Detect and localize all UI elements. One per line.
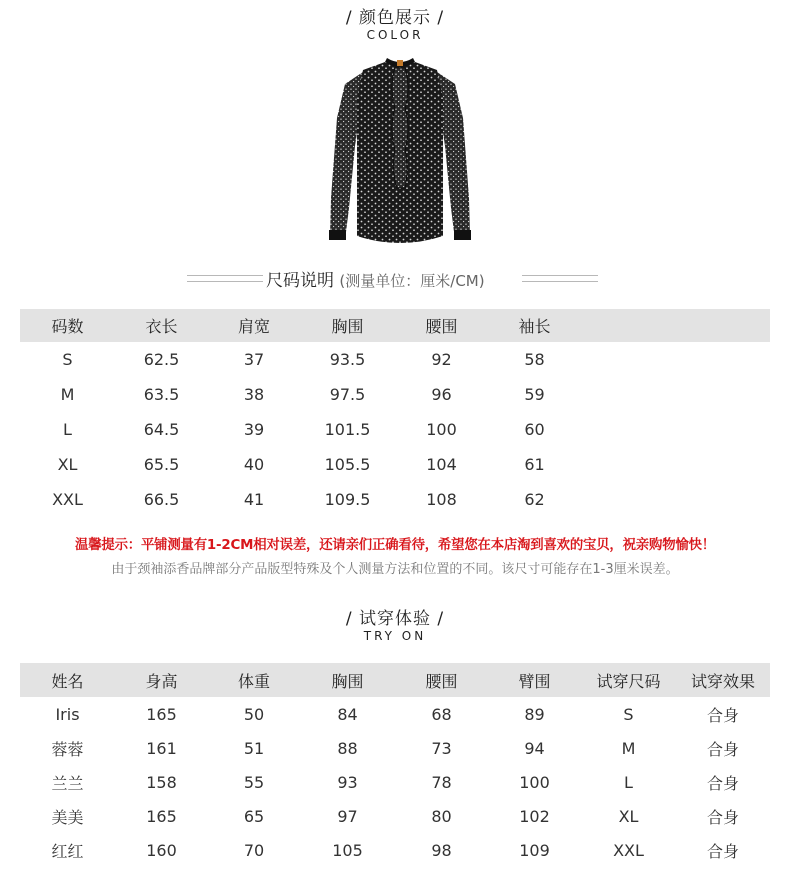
tryon-cell: Iris (55, 704, 80, 724)
tryon-cell: 73 (431, 738, 452, 758)
size-cell: 66.5 (143, 490, 180, 509)
tryon-table (20, 663, 770, 867)
size-cell: XXL (52, 490, 83, 509)
size-cell: 37 (243, 350, 265, 369)
tryon-cell: 98 (431, 840, 452, 860)
tryon-table-row (20, 765, 770, 799)
tryon-cell: 105 (332, 840, 363, 860)
size-cell: 40 (243, 455, 265, 474)
size-cell: 39 (243, 420, 265, 439)
tryon-cell: 93 (337, 772, 358, 792)
size-table-row (20, 412, 770, 447)
tryon-section-title (0, 609, 790, 643)
tryon-title-zh: / 试穿体验 / (345, 609, 445, 629)
size-cell: 63.5 (143, 385, 180, 404)
size-table-row (20, 342, 770, 377)
tryon-cell: XXL (613, 840, 644, 860)
size-cell: 108 (426, 490, 457, 509)
tryon-cell: 合身 (706, 807, 739, 827)
size-header-cell: 码数 (51, 317, 84, 336)
tryon-cell: 94 (524, 738, 545, 758)
tryon-cell: 102 (519, 806, 550, 826)
size-cell: 38 (243, 385, 265, 404)
tryon-cell: 109 (519, 840, 550, 860)
size-header-cell: 肩宽 (237, 317, 270, 336)
tryon-cell: 美美 (51, 807, 84, 827)
tryon-cell: XL (618, 806, 639, 826)
tryon-header-cell: 体重 (237, 671, 270, 691)
right-double-rule (522, 275, 598, 282)
tryon-header-cell: 胸围 (331, 671, 364, 691)
size-cell: 59 (524, 385, 545, 404)
size-table-row (20, 447, 770, 482)
tryon-cell: 165 (146, 704, 177, 724)
size-cell: L (63, 420, 72, 439)
size-header-cell: 袖长 (518, 317, 551, 336)
tryon-header-cell: 试穿效果 (690, 671, 755, 691)
tryon-cell: 158 (146, 772, 177, 792)
size-table-row (20, 482, 770, 517)
tryon-cell: 合身 (706, 705, 739, 725)
size-cell: 97.5 (329, 385, 366, 404)
size-cell: M (60, 385, 75, 404)
tryon-cell: 160 (146, 840, 177, 860)
tryon-cell: S (623, 704, 634, 724)
size-cell: 58 (524, 350, 545, 369)
tryon-cell: 88 (337, 738, 358, 758)
size-cell: 100 (426, 420, 457, 439)
tryon-cell: 97 (337, 806, 358, 826)
tryon-cell: 68 (431, 704, 452, 724)
color-title-zh: / 颜色展示 / (345, 8, 445, 28)
tryon-header-cell: 试穿尺码 (596, 671, 661, 691)
size-cell: S (62, 350, 73, 369)
tryon-cell: 70 (243, 840, 265, 860)
tryon-table-row (20, 833, 770, 867)
tryon-cell: 161 (146, 738, 177, 758)
size-heading-text (266, 266, 536, 291)
warning-note: 温馨提示：平铺测量有1-2CM相对误差，还请亲们正确看待，希望您在本店淘到喜欢的宝贝，祝亲购物愉快！ (75, 538, 715, 553)
tryon-cell: 51 (243, 738, 265, 758)
tryon-cell: M (621, 738, 636, 758)
product-blouse-image (325, 58, 475, 250)
size-cell: 62.5 (143, 350, 180, 369)
size-cell: 65.5 (143, 455, 180, 474)
tryon-table-row (20, 799, 770, 833)
size-cell: 62 (524, 490, 545, 509)
color-section-title (0, 8, 790, 42)
size-cell: 64.5 (143, 420, 180, 439)
size-cell: 96 (431, 385, 452, 404)
tryon-cell: 80 (431, 806, 452, 826)
tryon-cell: 合身 (706, 739, 739, 759)
size-cell: 61 (524, 455, 545, 474)
size-header-cell: 腰围 (425, 317, 458, 336)
tryon-cell: 50 (243, 704, 265, 724)
tryon-header-cell: 臂围 (518, 671, 551, 691)
size-cell: 92 (431, 350, 452, 369)
tryon-cell: 合身 (706, 773, 739, 793)
tryon-cell: 合身 (706, 841, 739, 861)
tryon-cell: 红红 (51, 841, 84, 861)
tryon-table-header (20, 663, 770, 697)
tryon-header-cell: 身高 (145, 671, 178, 691)
size-cell: 105.5 (324, 455, 371, 474)
size-cell: 60 (524, 420, 545, 439)
tryon-cell: 100 (519, 772, 550, 792)
tryon-cell: 84 (337, 704, 358, 724)
size-header-cell: 衣长 (145, 317, 178, 336)
tryon-cell: 兰兰 (51, 773, 84, 793)
tryon-table-row (20, 697, 770, 731)
tryon-cell: 蓉蓉 (51, 739, 84, 759)
tryon-cell: 65 (243, 806, 265, 826)
size-cell: 109.5 (324, 490, 371, 509)
disclaimer-note: 由于颈袖添香品牌部分产品版型特殊及个人测量方法和位置的不同。该尺寸可能存在1-3厘米误差。 (111, 562, 679, 577)
size-cell: 101.5 (324, 420, 371, 439)
size-cell: 41 (243, 490, 265, 509)
size-section-heading (0, 264, 790, 290)
size-table (20, 309, 770, 517)
tryon-table-row (20, 731, 770, 765)
size-cell: 93.5 (329, 350, 366, 369)
tryon-title-en: TRY ON (363, 629, 427, 643)
size-cell: 104 (426, 455, 457, 474)
size-table-row (20, 377, 770, 412)
size-table-header (20, 309, 770, 342)
tryon-cell: 89 (524, 704, 545, 724)
tryon-cell: 78 (431, 772, 452, 792)
size-title: 尺码说明 (266, 271, 334, 291)
size-unit-note: (测量单位：厘米/CM) (339, 272, 485, 290)
tryon-cell: L (624, 772, 633, 792)
size-header-empty (581, 309, 770, 342)
size-header-cell: 胸围 (331, 317, 364, 336)
tryon-header-cell: 姓名 (51, 671, 84, 691)
size-cell: XL (57, 455, 78, 474)
tryon-cell: 55 (243, 772, 265, 792)
color-title-en: COLOR (366, 28, 424, 42)
tryon-cell: 165 (146, 806, 177, 826)
left-double-rule (187, 275, 263, 282)
tryon-header-cell: 腰围 (425, 671, 458, 691)
